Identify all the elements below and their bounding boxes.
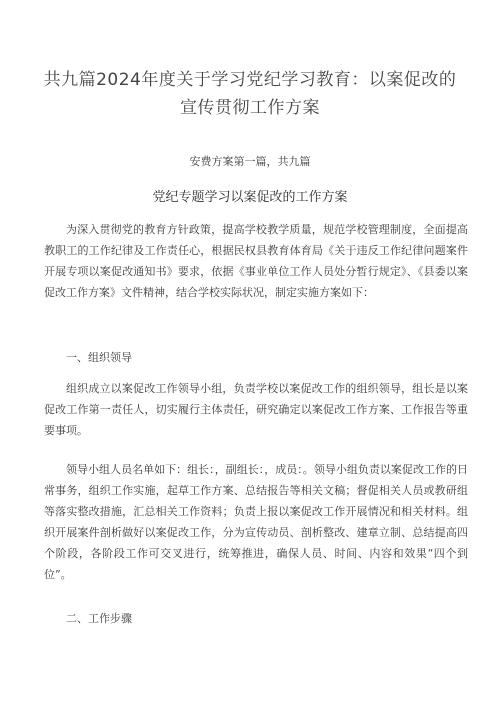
heading-work-steps: 二、工作步骤 [66,612,132,625]
paragraph-organization: 组织成立以案促改工作领导小组，负责学校以案促改工作的组织领导，组长是以案促改工作第一责任人，切实履行主体责任，研究确定以案促改工作方案、工作报告等重要事项。 [44,382,468,437]
document-subtitle: 安费方案第一篇，共九篇 [189,155,311,168]
heading-organization: 一、组织领导 [66,351,132,364]
intro-paragraph: 为深入贯彻党的教育方针政策，提高学校教学质量，规范学校管理制度，全面提高教职工的工作纪律及工作责任心，根据民权县教育体育局《关于违反工作纪律问题案件开展专项以案促改通知书》要求，依据《事业单位工作人员处分暂行规定》、《县委以案促改工作方案》文件精神，结合学校实际状况，制定实施方案如下： [44,223,468,299]
paragraph-members: 领导小组人员名单如下：组长：，副组长：，成员：。领导小组负责以案促改工作的日常事务，组织工作实施，起草工作方案、总结报告等相关文稿；督促相关人员或教研组等落实整改措施，汇总相关工作资料；负责上报以案促改工作开展情况和相关材料。组织开展案件剖析做好以案促改工作，分为宣传动员、剖析整改、建章立制、总结提高四个阶段，各阶段工作可交叉进行，统筹推进，确保人员、时间、内容和效果“四个到位”。 [44,463,468,581]
document-title: 共九篇2024年度关于学习党纪学习教育：以案促改的宣传贯彻工作方案 [43,70,457,118]
section-title: 党纪专题学习以案促改的工作方案 [152,190,348,205]
